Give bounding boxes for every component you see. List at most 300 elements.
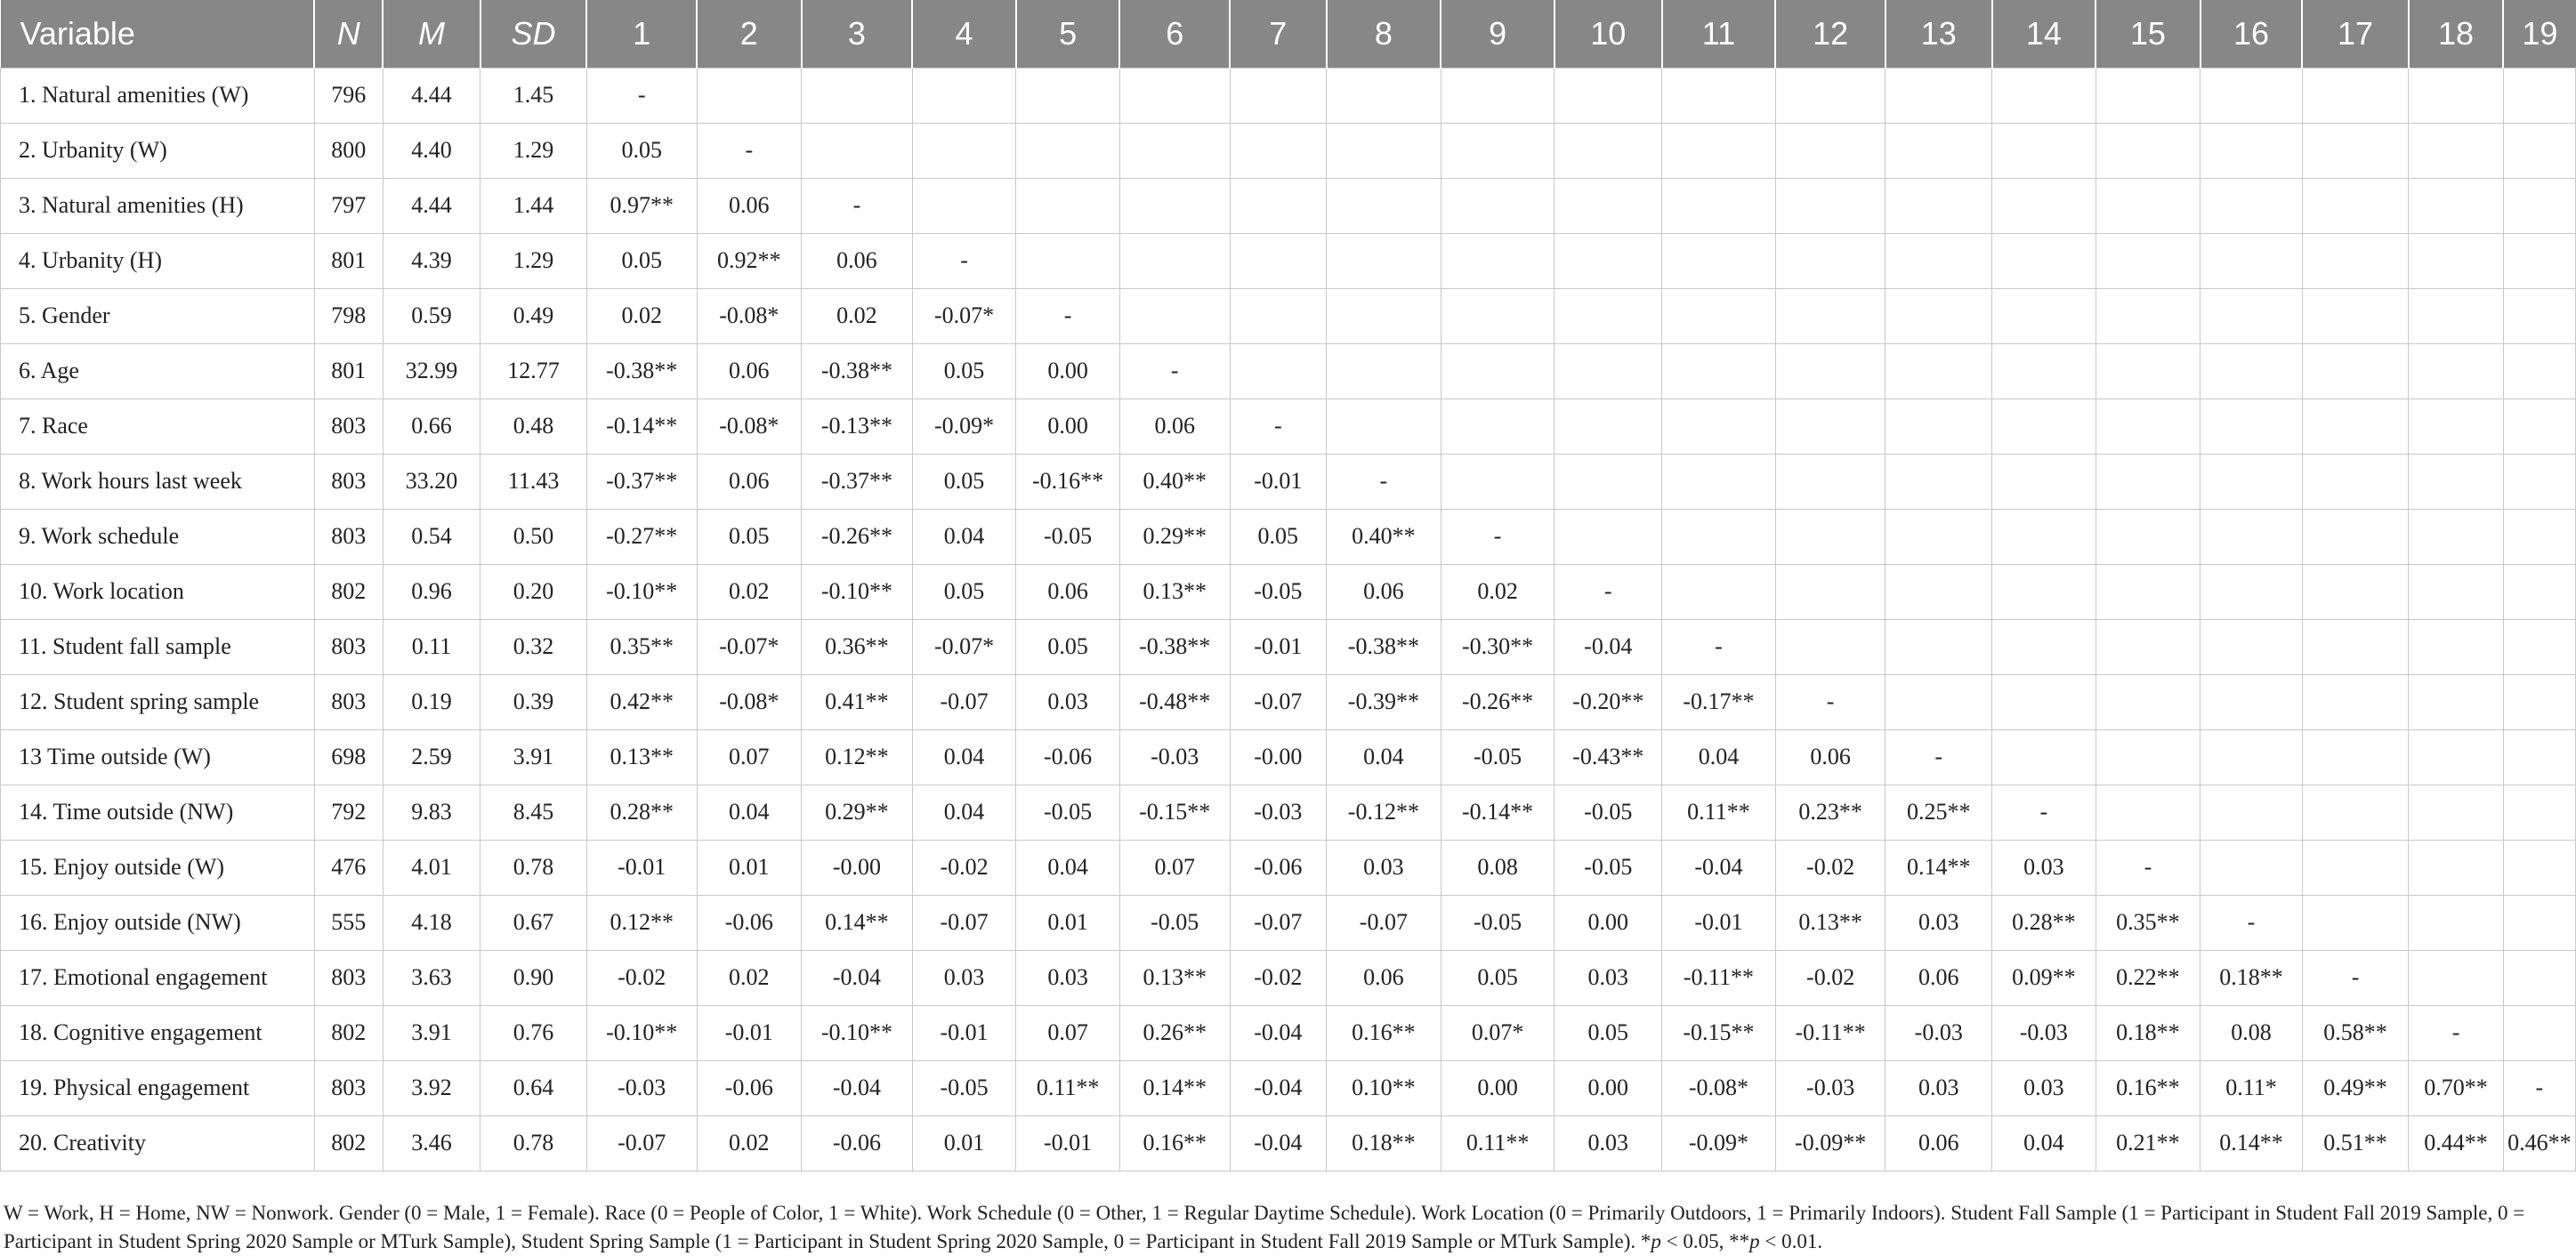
table-cell: -0.07* bbox=[912, 288, 1016, 343]
table-cell bbox=[1775, 233, 1886, 288]
table-cell: 0.04 bbox=[1662, 729, 1776, 785]
table-cell: -0.08* bbox=[1662, 1060, 1776, 1115]
table-cell: 0.12** bbox=[586, 895, 697, 950]
table-cell: 0.06 bbox=[1119, 399, 1230, 454]
table-cell bbox=[1662, 123, 1776, 178]
note-text: W = Work, H = Home, NW = Nonwork. Gender (0 = Male, 1 = Female). Race (0 = People of Color, 1 = White). Work Schedule (0 = Other, 1 = Regular Daytime Schedule). Work Location (0 = Primarily Outdoors, 1 = Primarily Indoors). Student Fall Sample (1 = Participant in Student Fall 2019 Sample, 0 = Participant in Student Spring 2020 Sample or MTurk Sample), Student Spring Sample (1 = Participant in Student Spring 2020 Sample, 0 = Participant in Student Fall 2019 Sample or MTurk Sample). * bbox=[4, 1202, 2525, 1252]
table-cell: -0.00 bbox=[1230, 729, 1326, 785]
table-cell bbox=[2096, 288, 2201, 343]
table-cell: 0.03 bbox=[1886, 1060, 1992, 1115]
table-cell: -0.03 bbox=[1992, 1005, 2096, 1060]
table-cell: 0.59 bbox=[383, 288, 480, 343]
table-cell bbox=[1992, 674, 2096, 729]
table-cell: 3.92 bbox=[383, 1060, 480, 1115]
note-text-end: < 0.01. bbox=[1759, 1230, 1823, 1252]
table-cell: 555 bbox=[314, 895, 383, 950]
table-cell bbox=[1230, 123, 1326, 178]
table-cell bbox=[1886, 288, 1992, 343]
table-cell: -0.08* bbox=[697, 399, 802, 454]
table-cell bbox=[2302, 509, 2409, 564]
table-cell: 0.28** bbox=[586, 785, 697, 840]
table-row bbox=[1, 1005, 2576, 1060]
table-cell bbox=[1554, 454, 1662, 509]
table-cell: - bbox=[2503, 1060, 2575, 1115]
table-cell: 0.05 bbox=[586, 233, 697, 288]
table-cell: 0.05 bbox=[1230, 509, 1326, 564]
table-cell bbox=[1230, 68, 1326, 123]
table-cell bbox=[2503, 729, 2575, 785]
variable-name-cell: 18. Cognitive engagement bbox=[1, 1005, 315, 1060]
table-cell: 0.19 bbox=[383, 674, 480, 729]
table-cell: -0.09** bbox=[1775, 1115, 1886, 1171]
table-cell bbox=[2201, 68, 2303, 123]
table-cell: -0.26** bbox=[1441, 674, 1554, 729]
column-header: 2 bbox=[697, 0, 802, 68]
table-cell bbox=[2201, 233, 2303, 288]
table-cell: 803 bbox=[314, 509, 383, 564]
table-cell bbox=[1230, 178, 1326, 233]
table-cell: 4.39 bbox=[383, 233, 480, 288]
table-cell: 0.03 bbox=[1327, 840, 1441, 895]
table-cell bbox=[2409, 288, 2503, 343]
table-cell: -0.13** bbox=[802, 399, 913, 454]
table-cell bbox=[2503, 233, 2575, 288]
note-p-symbol: p bbox=[1651, 1230, 1661, 1252]
table-cell bbox=[1992, 178, 2096, 233]
table-row bbox=[1, 785, 2576, 840]
table-cell: 1.44 bbox=[480, 178, 587, 233]
table-row bbox=[1, 840, 2576, 895]
variable-name-cell: 7. Race bbox=[1, 399, 315, 454]
table-row bbox=[1, 123, 2576, 178]
table-cell: 0.23** bbox=[1775, 785, 1886, 840]
table-cell: -0.07 bbox=[912, 674, 1016, 729]
table-cell: -0.38** bbox=[1327, 619, 1441, 674]
table-cell bbox=[1992, 564, 2096, 619]
table-cell: 0.12** bbox=[802, 729, 913, 785]
table-cell bbox=[2503, 895, 2575, 950]
table-cell: -0.05 bbox=[1016, 785, 1120, 840]
table-cell bbox=[2201, 564, 2303, 619]
table-cell bbox=[2302, 785, 2409, 840]
table-cell: -0.10** bbox=[586, 564, 697, 619]
table-cell bbox=[802, 68, 913, 123]
table-cell: 0.02 bbox=[802, 288, 913, 343]
table-cell: 32.99 bbox=[383, 343, 480, 399]
table-cell: 0.00 bbox=[1016, 399, 1120, 454]
variable-name-cell: 3. Natural amenities (H) bbox=[1, 178, 315, 233]
table-cell bbox=[2302, 454, 2409, 509]
table-cell bbox=[1554, 123, 1662, 178]
table-cell bbox=[1327, 68, 1441, 123]
table-cell bbox=[2503, 1005, 2575, 1060]
table-cell: -0.01 bbox=[1230, 454, 1326, 509]
table-cell bbox=[1016, 178, 1120, 233]
table-cell: -0.05 bbox=[1230, 564, 1326, 619]
table-cell bbox=[2201, 674, 2303, 729]
table-cell bbox=[1775, 509, 1886, 564]
table-cell bbox=[1016, 123, 1120, 178]
table-cell bbox=[2201, 509, 2303, 564]
table-cell bbox=[2409, 68, 2503, 123]
table-cell bbox=[2302, 399, 2409, 454]
table-cell: - bbox=[1775, 674, 1886, 729]
table-cell bbox=[1886, 343, 1992, 399]
table-cell bbox=[1230, 343, 1326, 399]
table-cell: 0.16** bbox=[1327, 1005, 1441, 1060]
table-cell: -0.02 bbox=[912, 840, 1016, 895]
table-note bbox=[4, 1199, 2566, 1256]
table-cell: -0.06 bbox=[1230, 840, 1326, 895]
table-cell bbox=[1662, 509, 1776, 564]
table-cell: 4.01 bbox=[383, 840, 480, 895]
table-cell: 0.41** bbox=[802, 674, 913, 729]
table-cell bbox=[2201, 785, 2303, 840]
table-cell: 0.20 bbox=[480, 564, 587, 619]
table-cell bbox=[1016, 233, 1120, 288]
table-cell bbox=[1992, 619, 2096, 674]
table-cell bbox=[1886, 509, 1992, 564]
table-cell bbox=[1441, 399, 1554, 454]
table-cell: - bbox=[802, 178, 913, 233]
table-cell bbox=[2503, 123, 2575, 178]
table-cell bbox=[2503, 454, 2575, 509]
table-cell: 0.25** bbox=[1886, 785, 1992, 840]
table-cell: 0.21** bbox=[2096, 1115, 2201, 1171]
table-cell bbox=[1016, 68, 1120, 123]
table-cell: 0.40** bbox=[1119, 454, 1230, 509]
table-cell: 12.77 bbox=[480, 343, 587, 399]
table-cell bbox=[1992, 288, 2096, 343]
table-cell: 2.59 bbox=[383, 729, 480, 785]
column-header: 3 bbox=[802, 0, 913, 68]
table-cell: -0.04 bbox=[1554, 619, 1662, 674]
table-cell bbox=[2096, 674, 2201, 729]
table-cell: -0.37** bbox=[802, 454, 913, 509]
table-cell: -0.27** bbox=[586, 509, 697, 564]
table-cell: -0.01 bbox=[1016, 1115, 1120, 1171]
table-cell: 803 bbox=[314, 454, 383, 509]
table-body bbox=[1, 68, 2576, 1171]
table-cell bbox=[1992, 123, 2096, 178]
table-cell: -0.15** bbox=[1119, 785, 1230, 840]
table-cell: 0.16** bbox=[2096, 1060, 2201, 1115]
table-cell bbox=[2302, 729, 2409, 785]
table-cell bbox=[802, 123, 913, 178]
table-cell: 0.22** bbox=[2096, 950, 2201, 1005]
table-cell: 0.06 bbox=[1775, 729, 1886, 785]
column-header: 6 bbox=[1119, 0, 1230, 68]
table-cell bbox=[2201, 840, 2303, 895]
table-cell bbox=[2409, 785, 2503, 840]
column-header: 1 bbox=[586, 0, 697, 68]
variable-name-cell: 9. Work schedule bbox=[1, 509, 315, 564]
table-cell: 0.11* bbox=[2201, 1060, 2303, 1115]
table-cell: 0.05 bbox=[1016, 619, 1120, 674]
variable-name-cell: 10. Work location bbox=[1, 564, 315, 619]
table-cell bbox=[2201, 399, 2303, 454]
column-header: 17 bbox=[2302, 0, 2409, 68]
table-cell: 0.05 bbox=[912, 343, 1016, 399]
table-cell: 0.49 bbox=[480, 288, 587, 343]
table-cell bbox=[2503, 619, 2575, 674]
table-cell: 0.02 bbox=[697, 950, 802, 1005]
table-cell: 0.02 bbox=[1441, 564, 1554, 619]
table-cell: 0.11** bbox=[1662, 785, 1776, 840]
table-cell bbox=[2409, 729, 2503, 785]
table-cell: 0.06 bbox=[697, 178, 802, 233]
table-cell: -0.15** bbox=[1662, 1005, 1776, 1060]
table-cell: 0.02 bbox=[697, 1115, 802, 1171]
table-row bbox=[1, 1115, 2576, 1171]
table-cell bbox=[1119, 178, 1230, 233]
table-cell: 0.03 bbox=[1016, 674, 1120, 729]
column-header: 5 bbox=[1016, 0, 1120, 68]
table-cell: 803 bbox=[314, 1060, 383, 1115]
table-cell: 0.06 bbox=[1886, 950, 1992, 1005]
column-header: 13 bbox=[1886, 0, 1992, 68]
table-cell bbox=[1441, 288, 1554, 343]
table-cell: 0.06 bbox=[802, 233, 913, 288]
table-cell: 698 bbox=[314, 729, 383, 785]
table-cell bbox=[1775, 123, 1886, 178]
table-cell: 0.02 bbox=[697, 564, 802, 619]
table-cell: -0.05 bbox=[1441, 895, 1554, 950]
table-cell: -0.06 bbox=[1016, 729, 1120, 785]
table-cell bbox=[1992, 509, 2096, 564]
table-cell: -0.00 bbox=[802, 840, 913, 895]
table-cell: 9.83 bbox=[383, 785, 480, 840]
table-cell: -0.08* bbox=[697, 288, 802, 343]
table-cell bbox=[1886, 68, 1992, 123]
variable-name-cell: 1. Natural amenities (W) bbox=[1, 68, 315, 123]
table-cell bbox=[1886, 454, 1992, 509]
table-cell: 0.06 bbox=[1886, 1115, 1992, 1171]
table-cell bbox=[2201, 729, 2303, 785]
table-cell: 0.35** bbox=[586, 619, 697, 674]
table-cell: 3.46 bbox=[383, 1115, 480, 1171]
table-cell bbox=[1992, 68, 2096, 123]
table-cell bbox=[2201, 343, 2303, 399]
table-row bbox=[1, 399, 2576, 454]
table-cell: -0.07 bbox=[912, 895, 1016, 950]
table-row bbox=[1, 950, 2576, 1005]
table-cell: 0.06 bbox=[1327, 564, 1441, 619]
table-cell bbox=[1662, 343, 1776, 399]
variable-name-cell: 19. Physical engagement bbox=[1, 1060, 315, 1115]
table-cell: 0.03 bbox=[1992, 1060, 2096, 1115]
table-cell: 0.11 bbox=[383, 619, 480, 674]
table-cell: 0.70** bbox=[2409, 1060, 2503, 1115]
table-cell: -0.06 bbox=[697, 895, 802, 950]
table-cell bbox=[2503, 288, 2575, 343]
table-cell: 0.05 bbox=[1441, 950, 1554, 1005]
table-cell: -0.01 bbox=[912, 1005, 1016, 1060]
table-cell: 0.14** bbox=[2201, 1115, 2303, 1171]
column-header: SD bbox=[480, 0, 587, 68]
table-cell: - bbox=[1119, 343, 1230, 399]
table-cell: -0.05 bbox=[1016, 509, 1120, 564]
table-cell: 802 bbox=[314, 564, 383, 619]
column-header: 8 bbox=[1327, 0, 1441, 68]
table-cell: -0.14** bbox=[1441, 785, 1554, 840]
table-cell bbox=[2201, 288, 2303, 343]
variable-name-cell: 13 Time outside (W) bbox=[1, 729, 315, 785]
table-cell bbox=[2503, 785, 2575, 840]
table-cell: 4.18 bbox=[383, 895, 480, 950]
table-cell: 0.51** bbox=[2302, 1115, 2409, 1171]
table-cell: - bbox=[1992, 785, 2096, 840]
table-cell bbox=[2302, 619, 2409, 674]
table-cell bbox=[2096, 564, 2201, 619]
table-cell bbox=[2096, 399, 2201, 454]
table-cell: 0.18** bbox=[2201, 950, 2303, 1005]
variable-name-cell: 5. Gender bbox=[1, 288, 315, 343]
table-cell bbox=[1775, 399, 1886, 454]
table-cell: -0.30** bbox=[1441, 619, 1554, 674]
table-cell: 803 bbox=[314, 674, 383, 729]
table-cell: 0.26** bbox=[1119, 1005, 1230, 1060]
table-cell bbox=[1327, 343, 1441, 399]
table-cell: 33.20 bbox=[383, 454, 480, 509]
table-cell: - bbox=[2096, 840, 2201, 895]
table-cell: -0.48** bbox=[1119, 674, 1230, 729]
table-cell: 0.11** bbox=[1441, 1115, 1554, 1171]
table-cell: 0.35** bbox=[2096, 895, 2201, 950]
table-cell: -0.11** bbox=[1662, 950, 1776, 1005]
table-cell bbox=[2302, 123, 2409, 178]
table-cell: -0.08* bbox=[697, 674, 802, 729]
table-cell bbox=[1886, 178, 1992, 233]
table-cell: 0.03 bbox=[1886, 895, 1992, 950]
table-cell: -0.02 bbox=[586, 950, 697, 1005]
table-cell: 0.58** bbox=[2302, 1005, 2409, 1060]
table-cell: 802 bbox=[314, 1115, 383, 1171]
table-cell bbox=[2409, 123, 2503, 178]
table-row bbox=[1, 68, 2576, 123]
table-cell bbox=[2503, 840, 2575, 895]
table-cell: -0.01 bbox=[1230, 619, 1326, 674]
table-cell: -0.01 bbox=[1662, 895, 1776, 950]
table-cell: 0.50 bbox=[480, 509, 587, 564]
table-cell bbox=[1441, 123, 1554, 178]
table-cell: 0.04 bbox=[912, 729, 1016, 785]
table-cell bbox=[1886, 123, 1992, 178]
table-cell bbox=[1992, 399, 2096, 454]
table-cell: 0.06 bbox=[697, 343, 802, 399]
table-cell bbox=[1775, 564, 1886, 619]
table-cell bbox=[2409, 950, 2503, 1005]
column-header: 18 bbox=[2409, 0, 2503, 68]
table-cell bbox=[1662, 288, 1776, 343]
variable-name-cell: 2. Urbanity (W) bbox=[1, 123, 315, 178]
table-cell: - bbox=[2201, 895, 2303, 950]
table-cell bbox=[1886, 619, 1992, 674]
table-cell: 801 bbox=[314, 233, 383, 288]
table-cell: -0.04 bbox=[802, 950, 913, 1005]
table-cell bbox=[912, 178, 1016, 233]
table-cell: -0.37** bbox=[586, 454, 697, 509]
table-row bbox=[1, 454, 2576, 509]
table-cell bbox=[1441, 178, 1554, 233]
table-row bbox=[1, 729, 2576, 785]
table-cell bbox=[1119, 288, 1230, 343]
table-cell: - bbox=[1662, 619, 1776, 674]
table-cell: -0.07* bbox=[697, 619, 802, 674]
variable-name-cell: 15. Enjoy outside (W) bbox=[1, 840, 315, 895]
table-cell: 0.90 bbox=[480, 950, 587, 1005]
table-cell: 0.08 bbox=[1441, 840, 1554, 895]
table-cell bbox=[1327, 288, 1441, 343]
column-header: M bbox=[383, 0, 480, 68]
table-cell: -0.10** bbox=[802, 1005, 913, 1060]
table-cell: -0.03 bbox=[1886, 1005, 1992, 1060]
table-cell bbox=[2409, 509, 2503, 564]
table-row bbox=[1, 1060, 2576, 1115]
table-cell bbox=[2302, 178, 2409, 233]
table-cell: 800 bbox=[314, 123, 383, 178]
table-cell: -0.05 bbox=[1119, 895, 1230, 950]
table-cell: -0.38** bbox=[586, 343, 697, 399]
table-row bbox=[1, 895, 2576, 950]
table-row bbox=[1, 564, 2576, 619]
table-cell: 0.49** bbox=[2302, 1060, 2409, 1115]
table-cell: 803 bbox=[314, 950, 383, 1005]
table-cell: -0.07 bbox=[1327, 895, 1441, 950]
table-cell bbox=[2409, 343, 2503, 399]
table-cell: -0.07 bbox=[1230, 895, 1326, 950]
table-cell: 0.00 bbox=[1554, 895, 1662, 950]
column-header-variable: Variable bbox=[1, 0, 315, 68]
table-cell: 0.64 bbox=[480, 1060, 587, 1115]
table-cell bbox=[2409, 399, 2503, 454]
table-cell: 0.05 bbox=[697, 509, 802, 564]
table-cell: 0.54 bbox=[383, 509, 480, 564]
table-cell: 3.63 bbox=[383, 950, 480, 1005]
table-cell: -0.06 bbox=[802, 1115, 913, 1171]
table-cell bbox=[1327, 178, 1441, 233]
table-cell: 0.09** bbox=[1992, 950, 2096, 1005]
table-cell bbox=[1441, 454, 1554, 509]
table-cell bbox=[1554, 288, 1662, 343]
table-cell: -0.03 bbox=[586, 1060, 697, 1115]
table-cell: 0.05 bbox=[586, 123, 697, 178]
table-cell: 803 bbox=[314, 619, 383, 674]
table-cell: 0.00 bbox=[1441, 1060, 1554, 1115]
table-cell bbox=[1662, 233, 1776, 288]
table-cell: 0.06 bbox=[1016, 564, 1120, 619]
table-cell bbox=[1554, 343, 1662, 399]
table-cell: 0.03 bbox=[1554, 1115, 1662, 1171]
table-cell bbox=[1441, 233, 1554, 288]
table-cell: 0.06 bbox=[697, 454, 802, 509]
table-cell bbox=[2409, 233, 2503, 288]
table-cell: 0.13** bbox=[586, 729, 697, 785]
table-cell: 0.32 bbox=[480, 619, 587, 674]
table-cell: -0.04 bbox=[1662, 840, 1776, 895]
table-cell: 0.06 bbox=[1327, 950, 1441, 1005]
table-header bbox=[1, 0, 2576, 68]
table-cell bbox=[2201, 619, 2303, 674]
table-cell: 0.04 bbox=[912, 785, 1016, 840]
table-cell: 0.03 bbox=[1016, 950, 1120, 1005]
table-cell bbox=[1554, 68, 1662, 123]
table-cell bbox=[2096, 343, 2201, 399]
table-row bbox=[1, 288, 2576, 343]
table-cell: 8.45 bbox=[480, 785, 587, 840]
table-cell bbox=[2096, 729, 2201, 785]
table-cell bbox=[1662, 178, 1776, 233]
